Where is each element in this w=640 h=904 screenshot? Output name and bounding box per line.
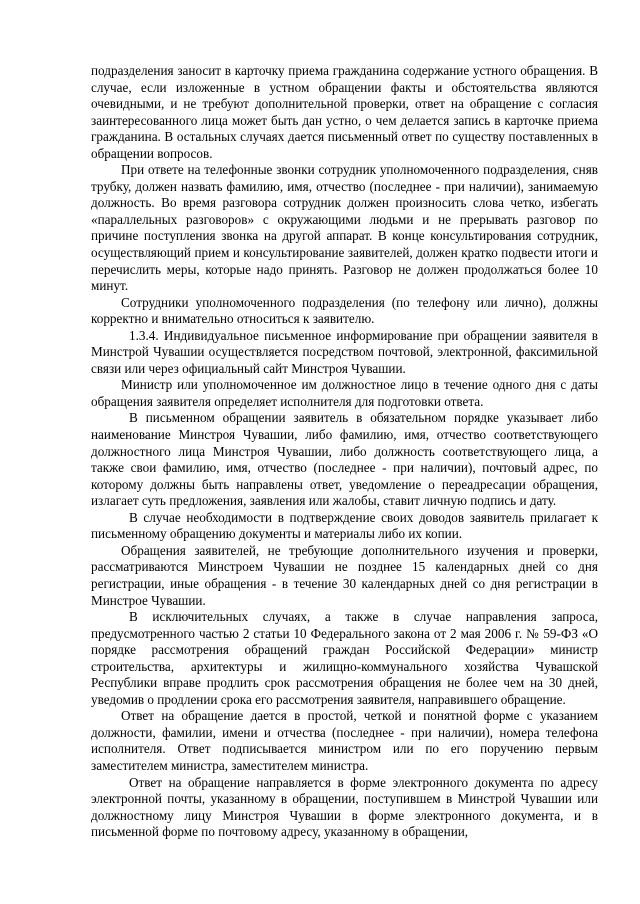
paragraph-written-request: В письменном обращении заявитель в обязательном порядке указывает либо наименование Минстроя Чувашии, либо фамилию, имя, отчество соответствующего должностного лица Минстроя Чувашии, либо должность соответствующего лица, а также свои фамилию, имя, отчество (последнее - при наличии), почтовый адрес, по которому должны быть направлены ответ, уведомление о переадресации обращения, излагает суть предложения, заявления или жалобы, ставит личную подпись и дату. (91, 410, 598, 509)
paragraph-minister-assigns: Министр или уполномоченное им должностное лицо в течение одного дня с даты обращения заявителя определяет исполнителя для подготовки ответа. (91, 377, 598, 409)
paragraph-attachments: В случае необходимости в подтверждение своих доводов заявитель прилагает к письменному обращению документы и материалы либо их копии. (91, 509, 598, 542)
paragraph-section-1-3-4: 1.3.4. Индивидуальное письменное информирование при обращении заявителя в Минстрой Чувашии осуществляется посредством почтовой, электронной, факсимильной связи или через официальный сайт Минстроя Чувашии. (91, 327, 598, 376)
paragraph-answer-form: Ответ на обращение дается в простой, четкой и понятной форме с указанием должности, фамилии, имени и отчества (последнее - при наличии), номера телефона исполнителя. Ответ подписывается министром или по его поручению первым заместителем министра, заместителем министра. (91, 708, 598, 773)
document-page (91, 63, 598, 841)
paragraph-phone-answer: При ответе на телефонные звонки сотрудник уполномоченного подразделения, сняв трубку, должен назвать фамилию, имя, отчество (последнее - при наличии), занимаемую должность. Во время разговора сотрудник должен произносить слова четко, избегать «параллельных разговоров» с окружающими людьми и не прерывать разговор по причине поступления звонка на другой аппарат. В конце консультирования сотрудник, осуществляющий прием и консультирование заявителей, должен кратко подвести итоги и перечислить меры, которые надо принять. Разговор не должен продолжаться более 10 минут. (91, 162, 598, 294)
paragraph-intake-card: подразделения заносит в карточку приема гражданина содержание устного обращения. В случае, если изложенные в устном обращении факты и обстоятельства являются очевидными, и не требуют дополнительной проверки, ответ на обращение с согласия заинтересованного лица может быть дан устно, о чем делается запись в карточке приема гражданина. В остальных случаях дается письменный ответ по существу поставленных в обращении вопросов. (91, 63, 598, 161)
paragraph-extension: В исключительных случаях, а также в случае направления запроса, предусмотренного частью 2 статьи 10 Федерального закона от 2 мая 2006 г. № 59-ФЗ «О порядке рассмотрения обращений граждан Российской Федерации» министр строительства, архитектуры и жилищно-коммунального хозяйства Чувашской Республики вправе продлить срок рассмотрения обращения не более чем на 30 дней, уведомив о продлении срока его рассмотрения заявителя, направившего обращение. (91, 609, 598, 707)
paragraph-answer-delivery: Ответ на обращение направляется в форме электронного документа по адресу электронной почты, указанному в обращении, поступившем в Минстрой Чувашии или должностному лицу Минстроя Чувашии в форме электронного документа, и в письменной форме по почтовому адресу, указанному в обращении, (91, 774, 598, 840)
paragraph-review-terms: Обращения заявителей, не требующие дополнительного изучения и проверки, рассматриваются Минстроем Чувашии не позднее 15 календарных дней со дня регистрации, иные обращения - в течение 30 календарных дней со дня регистрации в Минстрое Чувашии. (91, 542, 598, 608)
paragraph-staff-conduct: Сотрудники уполномоченного подразделения (по телефону или лично), должны корректно и внимательно относиться к заявителю. (91, 294, 598, 327)
